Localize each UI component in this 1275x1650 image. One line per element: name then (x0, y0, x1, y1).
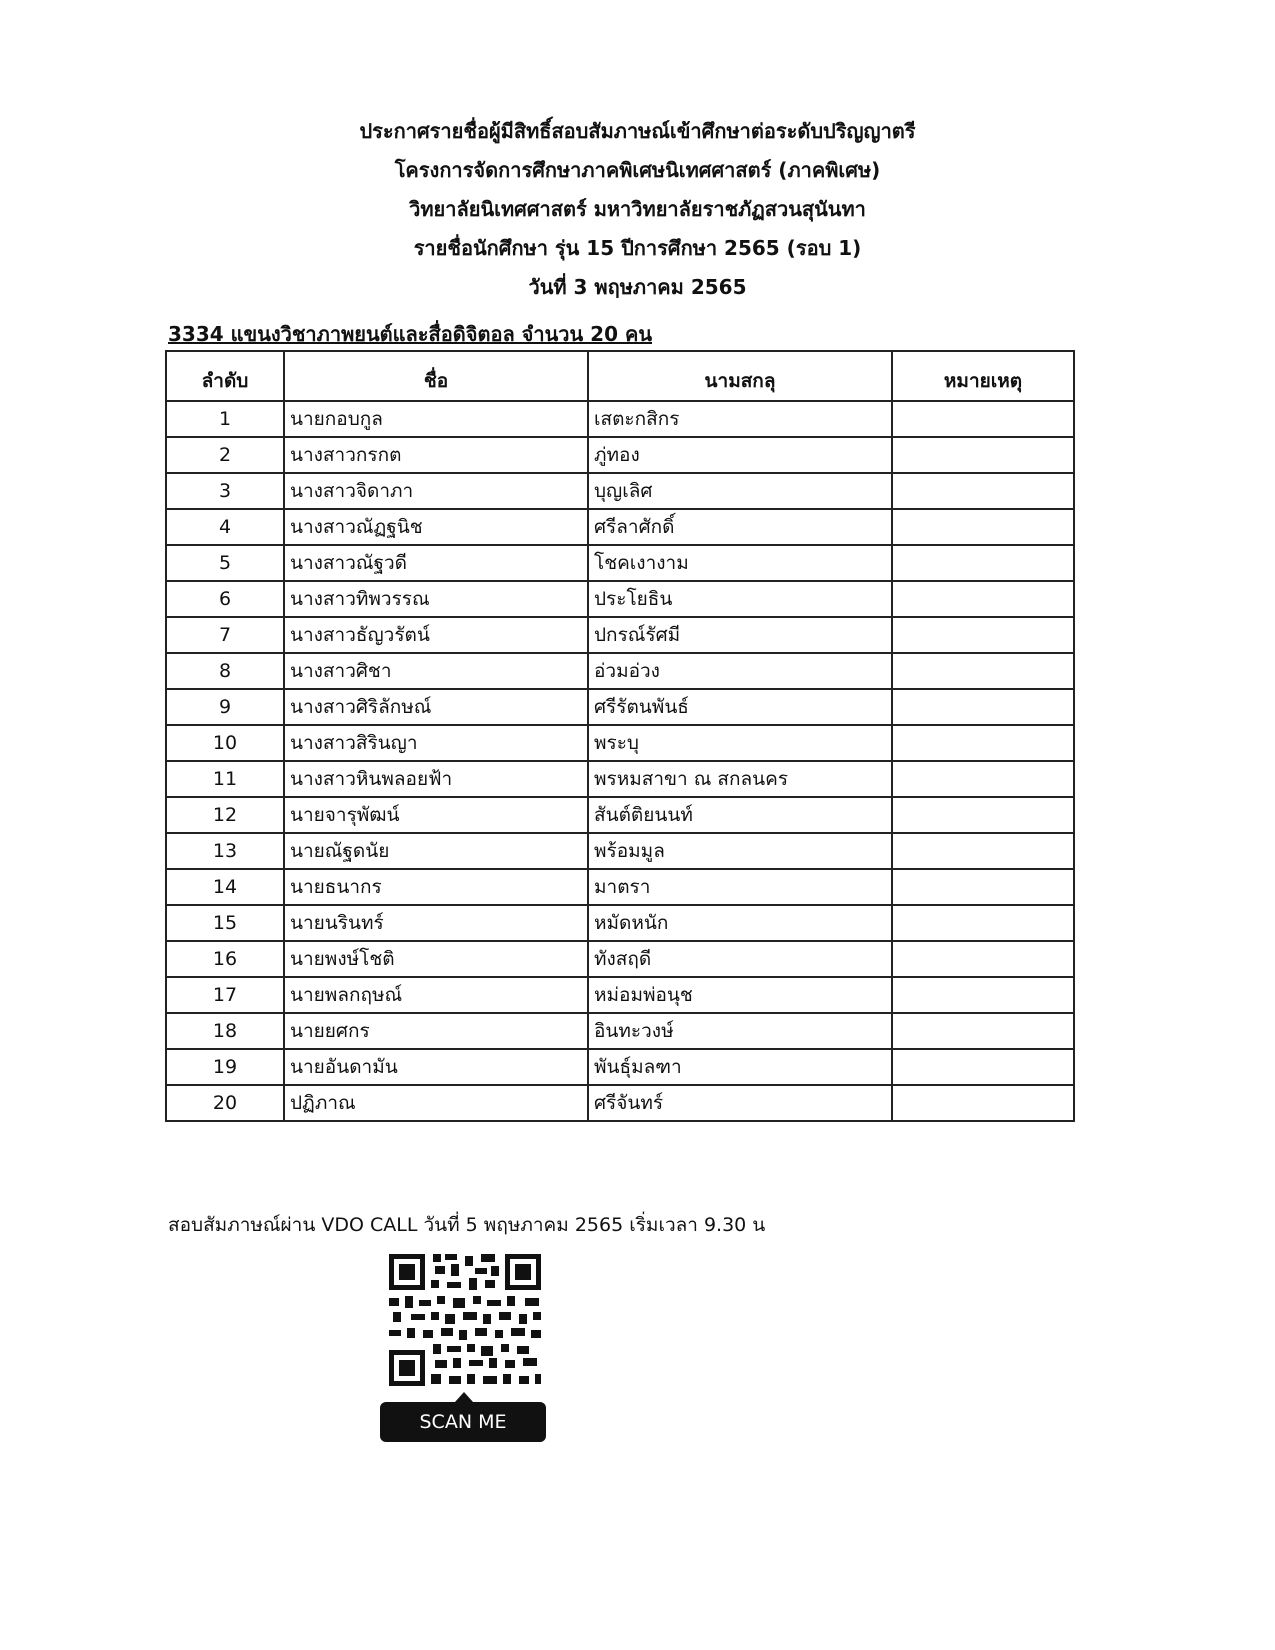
cell-order: 20 (166, 1085, 284, 1121)
cell-surname: หมัดหนัก (588, 905, 892, 941)
header-line-5: วันที่ 3 พฤษภาคม 2565 (528, 275, 747, 299)
cell-name: นางสาวศิชา (284, 653, 588, 689)
cell-name: นายอันดามัน (284, 1049, 588, 1085)
cell-order: 11 (166, 761, 284, 797)
cell-order: 13 (166, 833, 284, 869)
table-row (166, 725, 1074, 761)
cell-surname: อ่วมอ่วง (588, 653, 892, 689)
table-row (166, 617, 1074, 653)
cell-name: นางสาวสิรินญา (284, 725, 588, 761)
cell-note (892, 905, 1074, 941)
cell-note (892, 1049, 1074, 1085)
table-row (166, 689, 1074, 725)
cell-surname: ศรีรัตนพันธ์ (588, 689, 892, 725)
table-row (166, 581, 1074, 617)
cell-surname: บุญเลิศ (588, 473, 892, 509)
header-line-2: โครงการจัดการศึกษาภาคพิเศษนิเทศศาสตร์ (ภาคพิเศษ) (394, 158, 881, 182)
table-header-row (166, 351, 1074, 401)
cell-order: 7 (166, 617, 284, 653)
cell-note (892, 689, 1074, 725)
header-line-1: ประกาศรายชื่อผู้มีสิทธิ์สอบสัมภาษณ์เข้าศึกษาต่อระดับปริญญาตรี (359, 119, 916, 143)
cell-surname: พรหมสาขา ณ สกลนคร (588, 761, 892, 797)
cell-name: นางสาวศิริลักษณ์ (284, 689, 588, 725)
cell-name: ปฏิภาณ (284, 1085, 588, 1121)
cell-name: นายจารุพัฒน์ (284, 797, 588, 833)
cell-name: นางสาวทิพวรรณ (284, 581, 588, 617)
cell-name: นางสาวณัฏฐนิช (284, 509, 588, 545)
cell-surname: ศรีจันทร์ (588, 1085, 892, 1121)
cell-note (892, 401, 1074, 437)
cell-name: นางสาวณัฐวดี (284, 545, 588, 581)
cell-order: 3 (166, 473, 284, 509)
cell-surname: อินทะวงษ์ (588, 1013, 892, 1049)
table-body (166, 401, 1074, 1121)
cell-note (892, 1085, 1074, 1121)
cell-surname: โชคเงางาม (588, 545, 892, 581)
table-row (166, 1049, 1074, 1085)
cell-note (892, 581, 1074, 617)
cell-surname: พระบุ (588, 725, 892, 761)
cell-note (892, 941, 1074, 977)
cell-note (892, 977, 1074, 1013)
cell-order: 10 (166, 725, 284, 761)
cell-surname: มาตรา (588, 869, 892, 905)
cell-surname: ภู่ทอง (588, 437, 892, 473)
cell-order: 12 (166, 797, 284, 833)
table-row (166, 1013, 1074, 1049)
table-row (166, 545, 1074, 581)
cell-surname: พันธุ์มลฑา (588, 1049, 892, 1085)
interview-note: สอบสัมภาษณ์ผ่าน VDO CALL วันที่ 5 พฤษภาคม 2565 เริ่มเวลา 9.30 น (168, 1214, 766, 1236)
table-row (166, 473, 1074, 509)
cell-name: นางสาวกรกต (284, 437, 588, 473)
cell-name: นางสาวธัญวรัตน์ (284, 617, 588, 653)
cell-order: 14 (166, 869, 284, 905)
table-row (166, 401, 1074, 437)
table-row (166, 509, 1074, 545)
header-line-3: วิทยาลัยนิเทศศาสตร์ มหาวิทยาลัยราชภัฏสวนสุนันทา (409, 197, 866, 221)
cell-order: 18 (166, 1013, 284, 1049)
cell-surname: เสตะกสิกร (588, 401, 892, 437)
cell-order: 4 (166, 509, 284, 545)
cell-note (892, 869, 1074, 905)
cell-surname: ปกรณ์รัศมี (588, 617, 892, 653)
cell-name: นายพงษ์โชติ (284, 941, 588, 977)
table-row (166, 797, 1074, 833)
qr-code-block (380, 1250, 550, 1442)
table-row (166, 761, 1074, 797)
cell-order: 8 (166, 653, 284, 689)
table-row (166, 869, 1074, 905)
table-row (166, 905, 1074, 941)
cell-note (892, 509, 1074, 545)
table-row (166, 653, 1074, 689)
cell-surname: ศรีลาศักดิ์ (588, 509, 892, 545)
cell-name: นางสาวหินพลอยฟ้า (284, 761, 588, 797)
cell-order: 16 (166, 941, 284, 977)
qr-code-icon (385, 1250, 545, 1390)
cell-order: 17 (166, 977, 284, 1013)
announcement-header (0, 112, 1275, 307)
header-surname: นามสกลุ (588, 351, 892, 401)
cell-note (892, 617, 1074, 653)
table-row (166, 977, 1074, 1013)
table-row (166, 1085, 1074, 1121)
cell-surname: สันต์ติยนนท์ (588, 797, 892, 833)
header-order: ลำดับ (166, 351, 284, 401)
cell-surname: หม่อมพ่อนุช (588, 977, 892, 1013)
cell-order: 15 (166, 905, 284, 941)
cell-note (892, 653, 1074, 689)
cell-order: 1 (166, 401, 284, 437)
cell-name: นายพลกฤษณ์ (284, 977, 588, 1013)
cell-name: นายธนากร (284, 869, 588, 905)
cell-note (892, 761, 1074, 797)
cell-name: นางสาวจิดาภา (284, 473, 588, 509)
cell-name: นายยศกร (284, 1013, 588, 1049)
cell-surname: พร้อมมูล (588, 833, 892, 869)
cell-note (892, 833, 1074, 869)
cell-order: 9 (166, 689, 284, 725)
header-note: หมายเหตุ (892, 351, 1074, 401)
cell-note (892, 797, 1074, 833)
cell-note (892, 545, 1074, 581)
student-table (165, 350, 1075, 1122)
table-row (166, 437, 1074, 473)
header-line-4: รายชื่อนักศึกษา รุ่น 15 ปีการศึกษา 2565 (รอบ 1) (413, 236, 862, 260)
cell-note (892, 437, 1074, 473)
cell-name: นายณัฐดนัย (284, 833, 588, 869)
cell-name: นายกอบกูล (284, 401, 588, 437)
table-row (166, 833, 1074, 869)
section-title: 3334 แขนงวิชาภาพยนต์และสื่อดิจิตอล จำนวน 20 คน (168, 322, 653, 346)
header-name: ชื่อ (284, 351, 588, 401)
cell-note (892, 1013, 1074, 1049)
cell-order: 5 (166, 545, 284, 581)
cell-surname: ประโยธิน (588, 581, 892, 617)
table-row (166, 941, 1074, 977)
cell-note (892, 725, 1074, 761)
cell-order: 2 (166, 437, 284, 473)
cell-order: 19 (166, 1049, 284, 1085)
cell-surname: ทังสฤดี (588, 941, 892, 977)
cell-order: 6 (166, 581, 284, 617)
cell-name: นายนรินทร์ (284, 905, 588, 941)
scan-me-label: SCAN ME (380, 1402, 546, 1442)
cell-note (892, 473, 1074, 509)
